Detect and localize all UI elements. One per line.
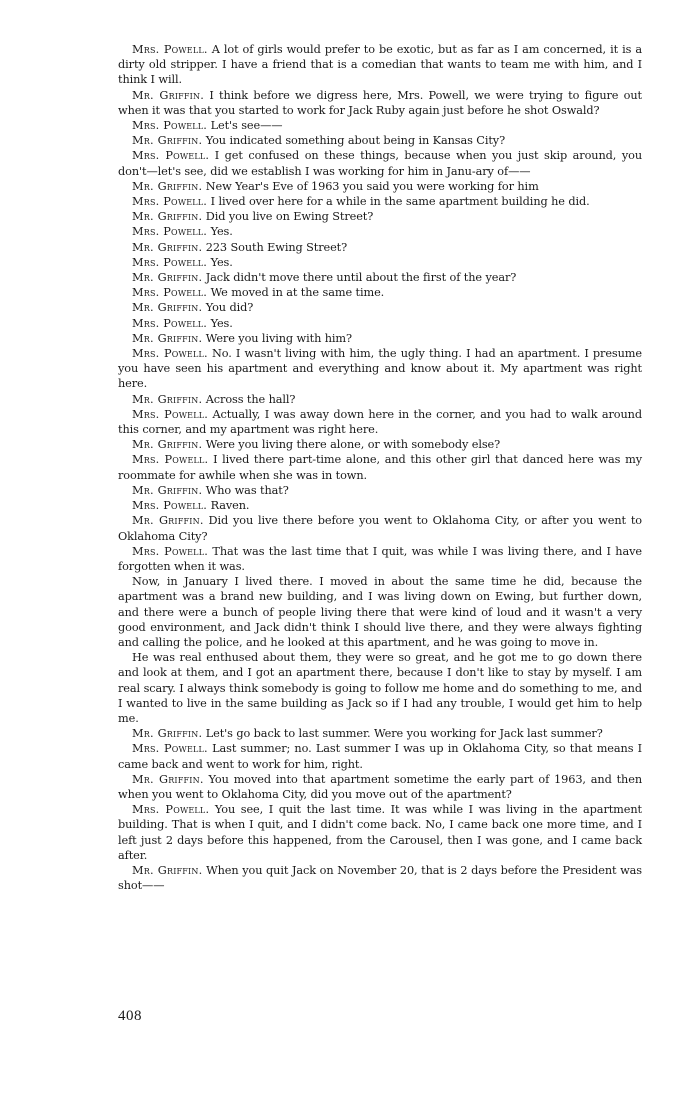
paragraph-text: Let's go back to last summer. Were you working for Jack last summer? [205, 727, 603, 741]
testimony-paragraph [118, 133, 642, 148]
testimony-paragraph [118, 331, 642, 346]
testimony-paragraph [118, 194, 642, 209]
paragraph-text: When you quit Jack on November 20, that is 2 days before the President was shot—— [118, 863, 642, 893]
speaker-name: Mr. Griffin. [132, 240, 203, 254]
speaker-name: Mr. Griffin. [132, 772, 204, 786]
paragraph-text: New Year's Eve of 1963 you said you were working for him [205, 179, 539, 193]
speaker-name: Mrs. Powell. [132, 499, 208, 513]
paragraph-text: Were you living there alone, or with somebody else? [205, 438, 501, 452]
testimony-paragraph [118, 407, 642, 437]
paragraph-text: Last summer; no. Last summer I was up in Oklahoma City, so that means I came back and went to work for him, right. [118, 742, 642, 771]
speaker-name: Mrs. Powell. [132, 316, 208, 330]
paragraph-text: Were you living with him? [205, 331, 353, 345]
speaker-name: Mr. Griffin. [132, 331, 203, 345]
speaker-name: Mr. Griffin. [132, 271, 203, 285]
paragraph-text: Who was that? [205, 483, 289, 497]
testimony-paragraph [118, 240, 642, 255]
testimony-paragraph [118, 513, 642, 543]
speaker-name: Mr. Griffin. [132, 727, 203, 741]
testimony-paragraph [118, 802, 642, 863]
paragraph-text: I think before we digress here, Mrs. Powell, we were trying to figure out when it was that you started to work for Jack Ruby again just before he shot Oswald? [118, 88, 642, 117]
testimony-paragraph [118, 118, 642, 133]
speaker-name: Mrs. Powell. [132, 407, 209, 421]
paragraph-text: No. I wasn't living with him, the ugly thing. I had an apartment. I presume you have seen his apartment and everything and know about it. My apartment was right here. [118, 347, 642, 391]
speaker-name: Mrs. Powell. [132, 544, 208, 558]
paragraph-text: Now, in January I lived there. I moved in about the same time he did, because the apartment was a brand new building, and I was living down on Ewing, but further down, and there were a bunch of people living there that were kind of loud and it wasn't a very good environment, and Jack didn't think I should live there, and they were always fighting and calling the police, and he looked at this apartment, and he was going to move in. [118, 575, 642, 649]
speaker-name: Mr. Griffin. [132, 88, 205, 102]
testimony-paragraph [118, 544, 642, 574]
paragraph-text: I lived over here for a while in the same apartment building he did. [210, 195, 590, 209]
speaker-name: Mr. Griffin. [132, 863, 203, 877]
paragraph-text: You did? [205, 301, 254, 315]
speaker-name: Mr. Griffin. [132, 392, 203, 406]
paragraph-text: Yes. [210, 225, 233, 239]
testimony-paragraph [118, 452, 642, 482]
paragraph-text: I lived there part-time alone, and this other girl that danced here was my roommate for awhile when she was in town. [118, 453, 643, 482]
testimony-paragraph [118, 88, 642, 118]
paragraph-text: You see, I quit the last time. It was while I was living in the apartment building. That is when I quit, and I didn't come back. No, I came back one more time, and I left just 2 days before this happened, from the Carousel, then I was gone, and I came back after. [118, 803, 642, 862]
testimony-paragraph [118, 285, 642, 300]
paragraph-text: You moved into that apartment sometime the early part of 1963, and then when you went to Oklahoma City, did you move out of the apartment? [118, 772, 642, 801]
testimony-paragraph [118, 574, 642, 650]
speaker-name: Mrs. Powell. [132, 225, 208, 239]
testimony-text [118, 42, 642, 893]
paragraph-text: Actually, I was away down here in the corner, and you had to walk around this corner, and my apartment was right here. [118, 407, 642, 437]
testimony-paragraph [118, 772, 642, 802]
speaker-name: Mr. Griffin. [132, 483, 203, 497]
speaker-name: Mrs. Powell. [132, 347, 208, 361]
paragraph-text: Yes. [210, 316, 233, 330]
speaker-name: Mr. Griffin. [132, 301, 203, 315]
testimony-paragraph [118, 224, 642, 239]
paragraph-text: 223 South Ewing Street? [205, 240, 348, 254]
testimony-paragraph [118, 316, 642, 331]
speaker-name: Mr. Griffin. [132, 134, 203, 148]
speaker-name: Mrs. Powell. [132, 255, 208, 269]
testimony-paragraph [118, 741, 642, 771]
speaker-name: Mrs. Powell. [132, 119, 208, 133]
testimony-paragraph [118, 42, 642, 88]
paragraph-text: Did you live there before you went to Oklahoma City, or after you went to Oklahoma City? [118, 514, 642, 543]
paragraph-text: That was the last time that I quit, was while I was living there, and I have forgotten when it was. [118, 544, 642, 573]
page-number: 408 [118, 1008, 142, 1024]
paragraph-text: We moved in at the same time. [210, 286, 385, 300]
paragraph-text: He was real enthused about them, they were so great, and he got me to go down there and look at them, and I got an apartment there, because I don't like to stay by myself. I am real scary. I always think somebody is going to follow me home and do something to me, and I wanted to live in the same building as Jack so if I had any trouble, I would get him to help me. [118, 651, 642, 725]
speaker-name: Mrs. Powell. [132, 742, 208, 756]
paragraph-text: Did you live on Ewing Street? [205, 210, 374, 224]
speaker-name: Mr. Griffin. [132, 514, 204, 528]
speaker-name: Mrs. Powell. [132, 149, 210, 163]
speaker-name: Mrs. Powell. [132, 453, 209, 467]
speaker-name: Mr. Griffin. [132, 438, 203, 452]
testimony-paragraph [118, 650, 642, 726]
testimony-paragraph [118, 179, 642, 194]
testimony-paragraph [118, 300, 642, 315]
testimony-paragraph [118, 270, 642, 285]
testimony-paragraph [118, 148, 642, 178]
paragraph-text: Let's see—— [210, 119, 283, 133]
speaker-name: Mrs. Powell. [132, 195, 208, 209]
speaker-name: Mrs. Powell. [132, 43, 208, 56]
testimony-paragraph [118, 726, 642, 741]
paragraph-text: I get confused on these things, because when you just skip around, you don't—let's see, did we establish I was working for him in Janu-ary of—— [118, 149, 642, 178]
speaker-name: Mr. Griffin. [132, 179, 203, 193]
paragraph-text: You indicated something about being in Kansas City? [205, 134, 506, 148]
testimony-paragraph [118, 498, 642, 513]
testimony-paragraph [118, 209, 642, 224]
testimony-paragraph [118, 483, 642, 498]
speaker-name: Mrs. Powell. [132, 286, 208, 300]
testimony-paragraph [118, 863, 642, 893]
speaker-name: Mr. Griffin. [132, 210, 203, 224]
paragraph-text: A lot of girls would prefer to be exotic, but as far as I am concerned, it is a dirty old stripper. I have a friend that is a comedian that wants to team me with him, and I think I will. [118, 43, 643, 87]
testimony-paragraph [118, 437, 642, 452]
speaker-name: Mrs. Powell. [132, 803, 210, 817]
testimony-paragraph [118, 346, 642, 392]
testimony-paragraph [118, 255, 642, 270]
paragraph-text: Yes. [210, 255, 233, 269]
paragraph-text: Raven. [210, 499, 250, 513]
testimony-paragraph [118, 392, 642, 407]
paragraph-text: Across the hall? [205, 392, 296, 406]
paragraph-text: Jack didn't move there until about the first of the year? [205, 271, 517, 285]
